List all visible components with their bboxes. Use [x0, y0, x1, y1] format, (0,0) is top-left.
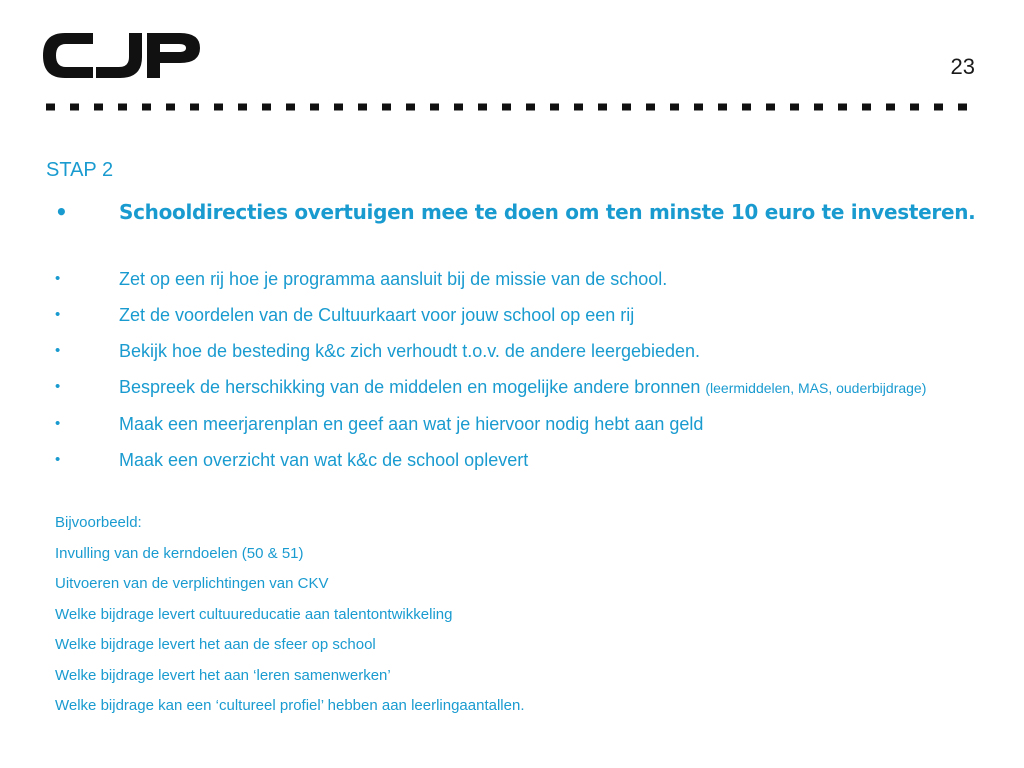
- list-item: [55, 409, 955, 439]
- list-item-text: Maak een meerjarenplan en geef aan wat je hiervoor nodig hebt aan geld: [119, 414, 704, 434]
- examples-list: [55, 508, 524, 722]
- list-item-text: Bespreek de herschikking van de middelen en mogelijke andere bronnen: [119, 377, 706, 397]
- step-label: STAP 2: [46, 159, 114, 181]
- examples-heading: Bijvoorbeeld:: [55, 514, 142, 531]
- list-item-text: Zet op een rij hoe je programma aansluit bij de missie van de school.: [119, 269, 668, 289]
- list-item-text: Maak een overzicht van wat k&c de school oplevert: [119, 450, 529, 470]
- dashed-divider: [46, 102, 976, 112]
- headline-text: Schooldirecties overtuigen mee te doen om ten minste 10 euro te investeren.: [119, 200, 976, 224]
- list-item-text: Bekijk hoe de besteding k&c zich verhoudt t.o.v. de andere leergebieden.: [119, 341, 701, 361]
- list-item: [55, 264, 955, 294]
- bullet-marker: •: [55, 415, 61, 432]
- bullet-marker: •: [55, 451, 61, 468]
- page-number: 23: [950, 54, 975, 79]
- bullet-marker: •: [55, 306, 61, 323]
- example-item: Welke bijdrage levert cultuureducatie aan talentontwikkeling: [55, 605, 453, 623]
- list-item-note: (leermiddelen, MAS, ouderbijdrage): [705, 380, 927, 396]
- example-item: Uitvoeren van de verplichtingen van CKV: [55, 575, 329, 592]
- list-item-text: Zet de voordelen van de Cultuurkaart voor jouw school op een rij: [119, 305, 635, 325]
- example-item: Invulling van de kerndoelen (50 & 51): [55, 544, 304, 562]
- list-item: [55, 445, 955, 475]
- bullet-list: [55, 264, 955, 481]
- bullet-marker: •: [55, 270, 61, 287]
- headline-bullet: •: [55, 200, 68, 224]
- example-item: Welke bijdrage levert het aan de sfeer op school: [55, 636, 376, 653]
- example-item: Welke bijdrage kan een ‘cultureel profiel’ hebben aan leerlingaantallen.: [55, 697, 525, 714]
- list-item: [55, 372, 955, 403]
- bullet-marker: •: [55, 342, 61, 359]
- cjp-logo: [43, 33, 200, 78]
- example-item: Welke bijdrage levert het aan ‘leren samenwerken’: [55, 666, 391, 684]
- list-item: [55, 336, 955, 366]
- bullet-marker: •: [55, 378, 61, 395]
- list-item: [55, 300, 955, 330]
